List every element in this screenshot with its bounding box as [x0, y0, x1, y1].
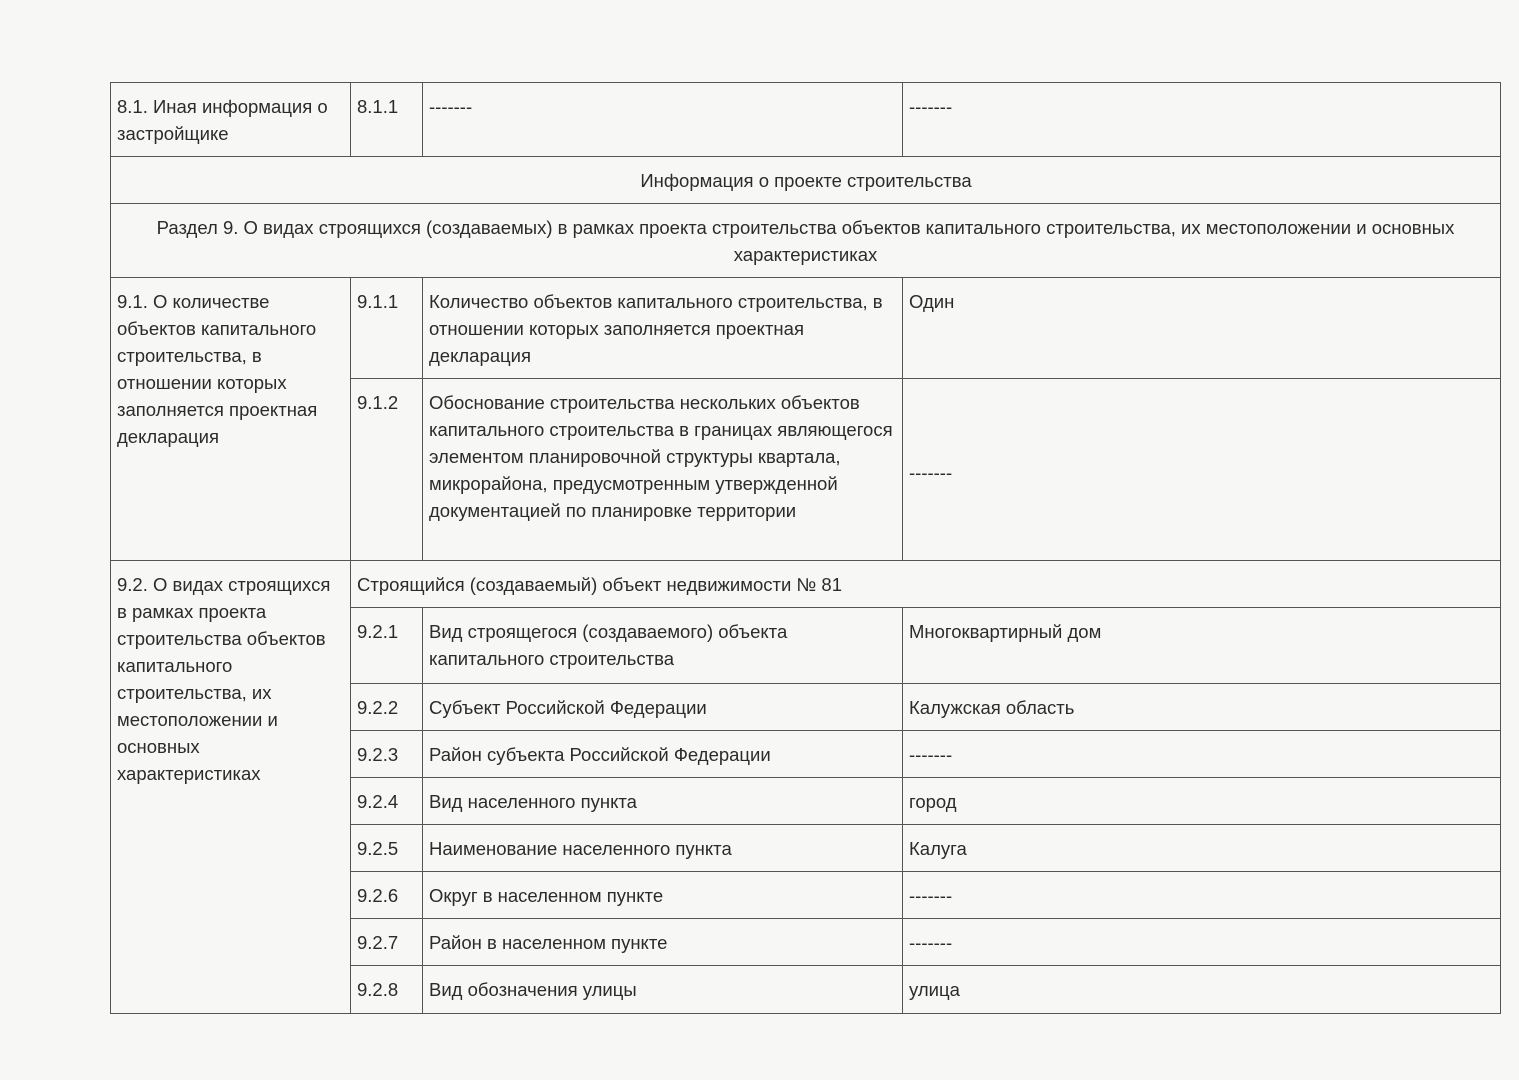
- name-cell: Вид населенного пункта: [423, 778, 903, 825]
- code-cell: 9.2.4: [351, 778, 423, 825]
- name-cell: Обоснование строительства нескольких объектов капитального строительства в границах являющегося элементом планировочной структуры квартала, микрорайона, предусмотренным утвержденной документацией по планировке территории: [423, 379, 903, 561]
- value-cell: -------: [903, 379, 1501, 561]
- value-cell: -------: [903, 731, 1501, 778]
- value-cell: -------: [903, 919, 1501, 966]
- code-cell: 9.2.1: [351, 608, 423, 684]
- code-cell: 9.2.5: [351, 825, 423, 872]
- name-cell: -------: [423, 83, 903, 157]
- code-cell: 9.2.3: [351, 731, 423, 778]
- table-row: [111, 561, 1501, 608]
- section-cell: 8.1. Иная информация о застройщике: [111, 83, 351, 157]
- value-cell: -------: [903, 872, 1501, 919]
- code-cell: 9.1.2: [351, 379, 423, 561]
- value-cell: Многоквартирный дом: [903, 608, 1501, 684]
- value-cell: город: [903, 778, 1501, 825]
- project-header: Информация о проекте строительства: [111, 157, 1501, 204]
- value-cell: улица: [903, 966, 1501, 1014]
- name-cell: Наименование населенного пункта: [423, 825, 903, 872]
- code-cell: 9.2.2: [351, 684, 423, 731]
- code-cell: 9.1.1: [351, 278, 423, 379]
- table-row: [111, 278, 1501, 379]
- code-cell: 9.2.8: [351, 966, 423, 1014]
- table-row: [111, 83, 1501, 157]
- value-cell: Калуга: [903, 825, 1501, 872]
- name-cell: Субъект Российской Федерации: [423, 684, 903, 731]
- value-cell: Один: [903, 278, 1501, 379]
- declaration-table: [110, 82, 1501, 1014]
- value-cell: Калужская область: [903, 684, 1501, 731]
- name-cell: Район субъекта Российской Федерации: [423, 731, 903, 778]
- name-cell: Количество объектов капитального строительства, в отношении которых заполняется проектная декларация: [423, 278, 903, 379]
- section-9-title: Раздел 9. О видах строящихся (создаваемых) в рамках проекта строительства объектов капитального строительства, их местоположении и основных характеристиках: [111, 204, 1501, 278]
- name-cell: Вид строящегося (создаваемого) объекта капитального строительства: [423, 608, 903, 684]
- code-cell: 9.2.7: [351, 919, 423, 966]
- object-title: Строящийся (создаваемый) объект недвижимости № 81: [351, 561, 1501, 608]
- section-cell: 9.1. О количестве объектов капитального строительства, в отношении которых заполняется проектная декларация: [111, 278, 351, 561]
- code-cell: 8.1.1: [351, 83, 423, 157]
- section-cell: 9.2. О видах строящихся в рамках проекта строительства объектов капитального строительства, их местоположении и основных характеристиках: [111, 561, 351, 1014]
- name-cell: Район в населенном пункте: [423, 919, 903, 966]
- code-cell: 9.2.6: [351, 872, 423, 919]
- name-cell: Округ в населенном пункте: [423, 872, 903, 919]
- value-cell: -------: [903, 83, 1501, 157]
- name-cell: Вид обозначения улицы: [423, 966, 903, 1014]
